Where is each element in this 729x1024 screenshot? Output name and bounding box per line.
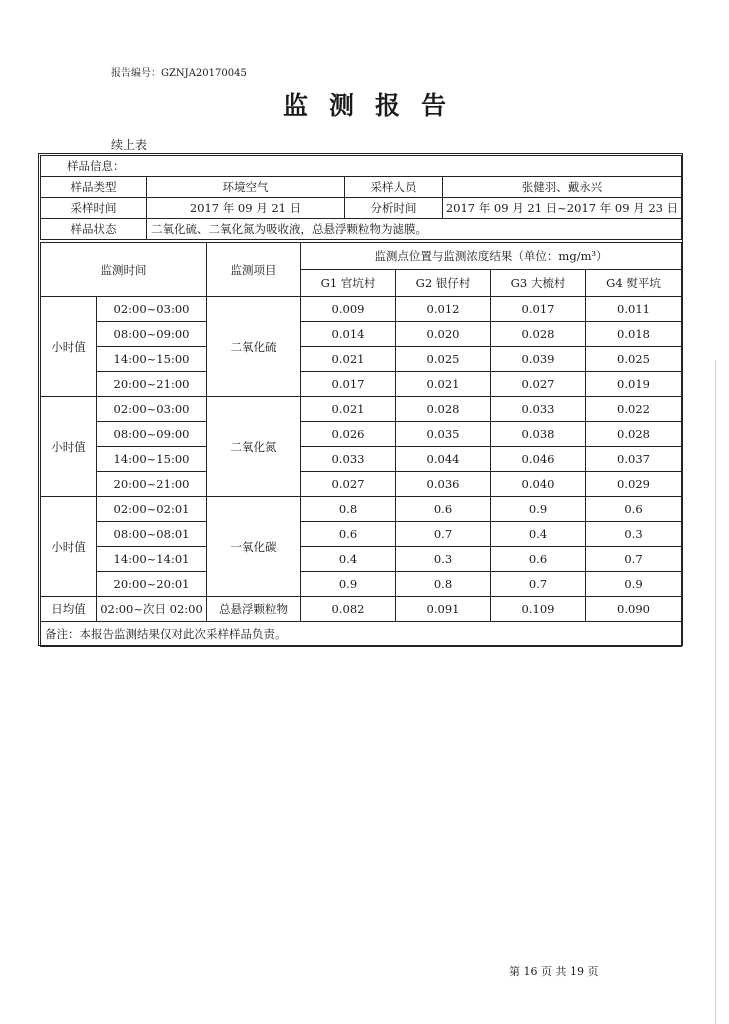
- value-cell: 0.025: [396, 347, 491, 372]
- table-row: [41, 447, 682, 472]
- remark: 备注：本报告监测结果仅对此次采样样品负责。: [41, 622, 682, 647]
- time-cell: 08:00~09:00: [97, 322, 207, 347]
- site-header: G4 熨平坑: [586, 270, 682, 297]
- value-cell: 0.9: [586, 572, 682, 597]
- table-row: [41, 472, 682, 497]
- value-cell: 0.018: [586, 322, 682, 347]
- period-cell: 小时值: [41, 497, 97, 597]
- value-cell: 0.033: [301, 447, 396, 472]
- site-header: G1 官坑村: [301, 270, 396, 297]
- value-cell: 0.046: [491, 447, 586, 472]
- table-row: [41, 547, 682, 572]
- table-row: [41, 522, 682, 547]
- time-cell: 08:00~08:01: [97, 522, 207, 547]
- value-cell: 0.091: [396, 597, 491, 622]
- value-cell: 0.020: [396, 322, 491, 347]
- value-cell: 0.012: [396, 297, 491, 322]
- item-cell: 总悬浮颗粒物: [207, 597, 301, 622]
- table-row: [41, 497, 682, 522]
- col-item-header: 监测项目: [207, 243, 301, 297]
- time-cell: 20:00~21:00: [97, 472, 207, 497]
- sample-type-value: 环境空气: [147, 177, 345, 198]
- value-cell: 0.021: [301, 397, 396, 422]
- value-cell: 0.038: [491, 422, 586, 447]
- results-table: [40, 242, 682, 647]
- scan-edge-line: [715, 360, 716, 1024]
- period-cell: 小时值: [41, 397, 97, 497]
- table-row: [41, 297, 682, 322]
- table-row: [41, 572, 682, 597]
- sampling-time-value: 2017 年 09 月 21 日: [147, 198, 345, 219]
- value-cell: 0.036: [396, 472, 491, 497]
- value-cell: 0.9: [301, 572, 396, 597]
- sampler-value: 张健羽、戴永兴: [443, 177, 682, 198]
- value-cell: 0.7: [396, 522, 491, 547]
- value-cell: 0.033: [491, 397, 586, 422]
- time-cell: 08:00~09:00: [97, 422, 207, 447]
- value-cell: 0.028: [396, 397, 491, 422]
- site-header: G3 大梳村: [491, 270, 586, 297]
- page-title: 监测报告: [282, 91, 467, 120]
- value-cell: 0.037: [586, 447, 682, 472]
- value-cell: 0.028: [586, 422, 682, 447]
- value-cell: 0.029: [586, 472, 682, 497]
- value-cell: 0.011: [586, 297, 682, 322]
- value-cell: 0.044: [396, 447, 491, 472]
- time-cell: 20:00~20:01: [97, 572, 207, 597]
- sample-state-label: 样品状态: [41, 219, 147, 240]
- value-cell: 0.014: [301, 322, 396, 347]
- item-cell: 二氧化氮: [207, 397, 301, 497]
- value-cell: 0.035: [396, 422, 491, 447]
- sampler-label: 采样人员: [345, 177, 443, 198]
- col-results-header: 监测点位置与监测浓度结果（单位：mg/m³）: [301, 243, 682, 270]
- value-cell: 0.3: [396, 547, 491, 572]
- value-cell: 0.082: [301, 597, 396, 622]
- report-number: 报告编号：GZNJA20170045: [111, 68, 247, 79]
- value-cell: 0.3: [586, 522, 682, 547]
- value-cell: 0.028: [491, 322, 586, 347]
- period-cell: 日均值: [41, 597, 97, 622]
- time-cell: 14:00~15:00: [97, 447, 207, 472]
- value-cell: 0.4: [301, 547, 396, 572]
- analysis-time-label: 分析时间: [345, 198, 443, 219]
- value-cell: 0.7: [491, 572, 586, 597]
- page-number: 第 16 页 共 19 页: [509, 965, 599, 978]
- time-cell: 14:00~14:01: [97, 547, 207, 572]
- value-cell: 0.9: [491, 497, 586, 522]
- time-cell: 02:00~03:00: [97, 297, 207, 322]
- value-cell: 0.109: [491, 597, 586, 622]
- value-cell: 0.017: [301, 372, 396, 397]
- value-cell: 0.8: [301, 497, 396, 522]
- value-cell: 0.040: [491, 472, 586, 497]
- table-row: [41, 322, 682, 347]
- daily-average-row: [41, 597, 682, 622]
- col-time-header: 监测时间: [41, 243, 207, 297]
- value-cell: 0.4: [491, 522, 586, 547]
- value-cell: 0.026: [301, 422, 396, 447]
- sampling-time-label: 采样时间: [41, 198, 147, 219]
- value-cell: 0.090: [586, 597, 682, 622]
- sample-info-table: [40, 155, 682, 240]
- value-cell: 0.025: [586, 347, 682, 372]
- value-cell: 0.022: [586, 397, 682, 422]
- value-cell: 0.7: [586, 547, 682, 572]
- value-cell: 0.039: [491, 347, 586, 372]
- value-cell: 0.027: [491, 372, 586, 397]
- time-cell: 02:00~次日 02:00: [97, 597, 207, 622]
- value-cell: 0.6: [301, 522, 396, 547]
- sample-type-label: 样品类型: [41, 177, 147, 198]
- table-row: [41, 397, 682, 422]
- site-header: G2 银仔村: [396, 270, 491, 297]
- item-cell: 二氧化硫: [207, 297, 301, 397]
- value-cell: 0.027: [301, 472, 396, 497]
- value-cell: 0.6: [586, 497, 682, 522]
- time-cell: 14:00~15:00: [97, 347, 207, 372]
- analysis-time-value: 2017 年 09 月 21 日~2017 年 09 月 23 日: [443, 198, 682, 219]
- period-cell: 小时值: [41, 297, 97, 397]
- value-cell: 0.6: [396, 497, 491, 522]
- value-cell: 0.009: [301, 297, 396, 322]
- item-cell: 一氧化碳: [207, 497, 301, 597]
- table-row: [41, 422, 682, 447]
- time-cell: 02:00~02:01: [97, 497, 207, 522]
- value-cell: 0.021: [396, 372, 491, 397]
- value-cell: 0.6: [491, 547, 586, 572]
- value-cell: 0.021: [301, 347, 396, 372]
- time-cell: 02:00~03:00: [97, 397, 207, 422]
- value-cell: 0.8: [396, 572, 491, 597]
- sample-info-heading: 样品信息：: [41, 156, 682, 177]
- sample-state-value: 二氧化硫、二氧化氮为吸收液，总悬浮颗粒物为滤膜。: [147, 219, 682, 240]
- time-cell: 20:00~21:00: [97, 372, 207, 397]
- value-cell: 0.017: [491, 297, 586, 322]
- value-cell: 0.019: [586, 372, 682, 397]
- table-row: [41, 347, 682, 372]
- continued-label: 续上表: [111, 138, 148, 152]
- table-row: [41, 372, 682, 397]
